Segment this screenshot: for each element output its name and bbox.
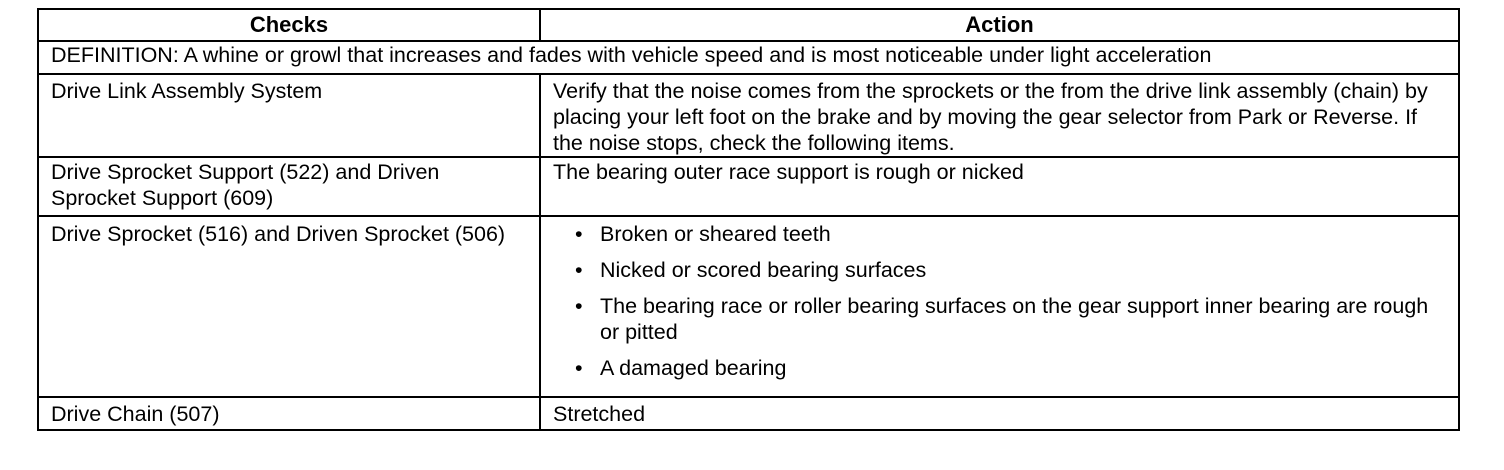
list-item xyxy=(575,221,1446,247)
bullet-icon: • xyxy=(575,258,583,282)
check-cell: Drive Link Assembly System xyxy=(38,74,540,157)
header-checks: Checks xyxy=(38,9,540,41)
list-item xyxy=(575,355,1446,381)
check-cell: Drive Sprocket Support (522) and Driven Sprocket Support (609) xyxy=(38,157,540,216)
diagnostic-table xyxy=(37,8,1460,431)
table-row xyxy=(38,216,1459,397)
list-item xyxy=(575,293,1446,345)
header-action: Action xyxy=(540,9,1459,41)
list-item-text: Nicked or scored bearing surfaces xyxy=(600,258,927,282)
bullet-icon: • xyxy=(575,222,583,246)
action-cell: The bearing outer race support is rough or nicked xyxy=(540,157,1459,216)
bullet-icon: • xyxy=(575,356,583,380)
action-cell xyxy=(540,216,1459,397)
bullet-list xyxy=(553,221,1446,381)
table-row xyxy=(38,157,1459,216)
table-row xyxy=(38,397,1459,430)
list-item-text: The bearing race or roller bearing surfaces on the gear support inner bearing are rough or pitted xyxy=(600,294,1429,344)
check-cell: Drive Sprocket (516) and Driven Sprocket (506) xyxy=(38,216,540,397)
list-item xyxy=(575,257,1446,283)
definition-row xyxy=(38,41,1459,74)
definition-text: DEFINITION: A whine or growl that increases and fades with vehicle speed and is most noticeable under light acceleration xyxy=(38,41,1459,74)
action-cell: Verify that the noise comes from the sprockets or the from the drive link assembly (chain) by placing your left foot on the brake and by moving the gear selector from Park or Reverse. If the noise stops, check the following items. xyxy=(540,74,1459,157)
bullet-icon: • xyxy=(575,294,583,318)
list-item-text: Broken or sheared teeth xyxy=(600,222,831,246)
action-cell: Stretched xyxy=(540,397,1459,430)
header-row xyxy=(38,9,1459,41)
check-cell: Drive Chain (507) xyxy=(38,397,540,430)
list-item-text: A damaged bearing xyxy=(600,356,787,380)
table-row xyxy=(38,74,1459,157)
